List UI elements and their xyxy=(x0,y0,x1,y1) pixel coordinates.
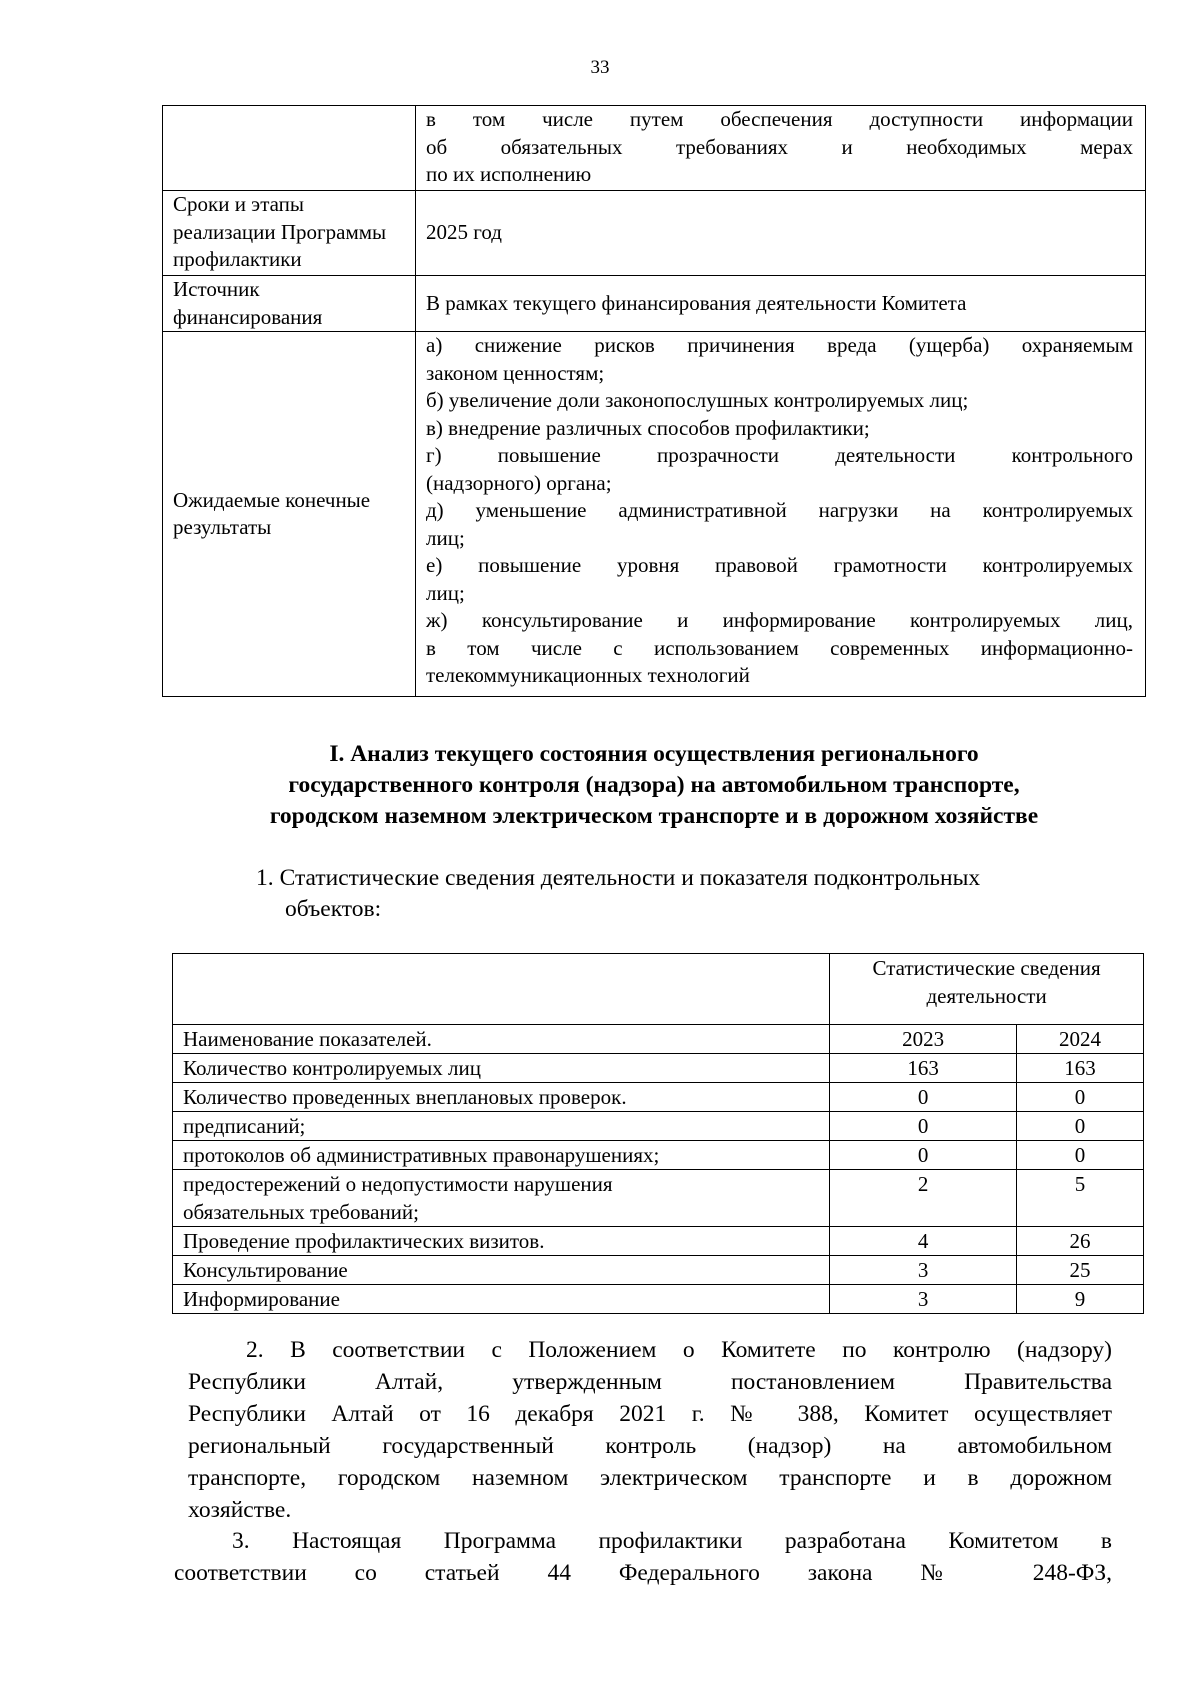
value-2024: 0 xyxy=(1017,1141,1144,1170)
value-2023: 0 xyxy=(830,1141,1017,1170)
paragraph-3 xyxy=(174,1525,1112,1589)
stats-body xyxy=(173,1054,1144,1314)
result-line: (надзорного) органа; xyxy=(426,470,612,495)
table-row xyxy=(173,1054,1144,1083)
program-passport-table xyxy=(162,105,1146,697)
value-2024: 0 xyxy=(1017,1083,1144,1112)
list-item-text-continuation: объектов: xyxy=(285,896,382,922)
paragraph-line: Республики Алтай от 16 декабря 2021 г. № 388, Комитет осуществляет xyxy=(188,1401,1112,1427)
text-line: Сроки и этапы xyxy=(173,192,305,216)
paragraph-line: 3. Настоящая Программа профилактики разработана Комитетом в xyxy=(232,1528,1112,1554)
stats-header-year-2024: 2024 xyxy=(1017,1025,1144,1054)
value-2024: 5 xyxy=(1017,1170,1144,1227)
passport-label-results xyxy=(163,332,416,697)
text-line: Проведение профилактических визитов. xyxy=(183,1229,545,1253)
indicator-name xyxy=(173,1083,830,1112)
passport-value-terms xyxy=(416,191,1146,276)
table-row xyxy=(173,1285,1144,1314)
text-line: в том числе путем обеспечения доступности информации xyxy=(426,107,1133,131)
result-line: в том числе с использованием современных информационно- xyxy=(426,635,1133,660)
table-row xyxy=(173,1141,1144,1170)
stats-header-year-2023: 2023 xyxy=(830,1025,1017,1054)
indicator-name xyxy=(173,1141,830,1170)
value-2023: 3 xyxy=(830,1285,1017,1314)
result-line: в) внедрение различных способов профилактики; xyxy=(426,415,870,440)
value-2023: 0 xyxy=(830,1112,1017,1141)
value-2024: 9 xyxy=(1017,1285,1144,1314)
table-row xyxy=(173,1083,1144,1112)
passport-label-empty xyxy=(163,106,416,191)
paragraph-line: транспорте, городском наземном электрическом транспорте и в дорожном xyxy=(188,1465,1112,1491)
table-row xyxy=(173,1170,1144,1227)
paragraph-2 xyxy=(188,1334,1112,1526)
value-2024: 163 xyxy=(1017,1054,1144,1083)
paragraph-line: Республики Алтай, утвержденным постановлением Правительства xyxy=(188,1369,1112,1395)
indicator-name xyxy=(173,1285,830,1314)
stats-header-empty xyxy=(173,954,830,1025)
passport-label-terms xyxy=(163,191,416,276)
result-line: д) уменьшение административной нагрузки на контролируемых xyxy=(426,498,1133,522)
indicator-name xyxy=(173,1112,830,1141)
result-line: лиц; xyxy=(426,525,465,550)
indicator-name xyxy=(173,1170,830,1227)
result-line: ж) консультирование и информирование контролируемых лиц, xyxy=(426,608,1133,632)
value-2024: 26 xyxy=(1017,1227,1144,1256)
value-2023: 4 xyxy=(830,1227,1017,1256)
section-title xyxy=(162,739,1146,832)
text-line: Количество проведенных внеплановых проверок. xyxy=(183,1085,627,1109)
result-line: б) увеличение доли законопослушных контролируемых лиц; xyxy=(426,388,969,412)
text-line: деятельности xyxy=(926,984,1047,1008)
title-line: государственного контроля (надзора) на автомобильном транспорте, xyxy=(288,772,1020,798)
text-line: В рамках текущего финансирования деятельности Комитета xyxy=(426,290,967,315)
passport-label-funding xyxy=(163,276,416,332)
indicator-name xyxy=(173,1227,830,1256)
text-line: предостережений о недопустимости нарушения xyxy=(183,1172,613,1196)
value-2023: 3 xyxy=(830,1256,1017,1285)
passport-value-continuation xyxy=(416,106,1146,191)
indicator-name xyxy=(173,1256,830,1285)
result-line: лиц; xyxy=(426,580,465,605)
stats-group-header-row xyxy=(173,954,1144,1025)
title-line: городском наземном электрическом транспорте и в дорожном хозяйстве xyxy=(269,803,1039,829)
result-line: телекоммуникационных технологий xyxy=(426,663,750,687)
passport-row-continuation xyxy=(163,106,1146,191)
stats-header-name: Наименование показателей. xyxy=(173,1025,830,1054)
result-line: г) повышение прозрачности деятельности контрольного xyxy=(426,443,1133,467)
text-line: Ожидаемые конечные xyxy=(173,487,371,512)
stats-header-row xyxy=(173,1025,1144,1054)
text-line: реализации Программы xyxy=(173,219,387,244)
passport-row-funding xyxy=(163,276,1146,332)
value-2024: 0 xyxy=(1017,1112,1144,1141)
value-2023: 2 xyxy=(830,1170,1017,1227)
passport-row-terms xyxy=(163,191,1146,276)
text-line: Информирование xyxy=(183,1287,340,1311)
list-item-text: Статистические сведения деятельности и показателя подконтрольных xyxy=(279,865,981,891)
passport-row-results xyxy=(163,332,1146,697)
statistics-table xyxy=(172,953,1144,1314)
text-line: Статистические сведения xyxy=(872,956,1101,980)
table-row xyxy=(173,1227,1144,1256)
paragraph-line: соответствии со статьей 44 Федерального закона № 248-ФЗ, xyxy=(174,1560,1112,1586)
text-line: результаты xyxy=(173,515,272,539)
text-line: об обязательных требованиях и необходимых мерах xyxy=(426,134,1133,159)
passport-value-results xyxy=(416,332,1146,697)
result-line: а) снижение рисков причинения вреда (ущерба) охраняемым xyxy=(426,333,1133,357)
text-line: обязательных требований; xyxy=(183,1200,419,1224)
value-2024: 25 xyxy=(1017,1256,1144,1285)
title-line: I. Анализ текущего состояния осуществления регионального xyxy=(329,741,979,767)
text-line: предписаний; xyxy=(183,1114,306,1138)
paragraph-line: хозяйстве. xyxy=(188,1497,292,1523)
passport-value-funding xyxy=(416,276,1146,332)
page-number: 33 xyxy=(590,57,610,78)
table-row xyxy=(173,1256,1144,1285)
paragraph-line: 2. В соответствии с Положением о Комитете по контролю (надзору) xyxy=(246,1337,1112,1363)
text-line: 2025 год xyxy=(426,220,502,245)
value-2023: 0 xyxy=(830,1083,1017,1112)
indicator-name xyxy=(173,1054,830,1083)
stats-group-header xyxy=(830,954,1144,1025)
result-line: е) повышение уровня правовой грамотности контролируемых xyxy=(426,553,1133,577)
list-item-number: 1. xyxy=(256,865,274,891)
text-line: Количество контролируемых лиц xyxy=(183,1056,481,1080)
text-line: по их исполнению xyxy=(426,162,592,186)
text-line: финансирования xyxy=(173,304,323,329)
list-item-statistics xyxy=(256,863,1136,925)
value-2023: 163 xyxy=(830,1054,1017,1083)
text-line: профилактики xyxy=(173,247,302,271)
paragraph-line: региональный государственный контроль (надзор) на автомобильном xyxy=(188,1433,1112,1459)
text-line: протоколов об административных правонарушениях; xyxy=(183,1143,660,1167)
result-line: законом ценностям; xyxy=(426,360,605,385)
text-line: Консультирование xyxy=(183,1258,348,1282)
table-row xyxy=(173,1112,1144,1141)
text-line: Источник xyxy=(173,277,260,301)
